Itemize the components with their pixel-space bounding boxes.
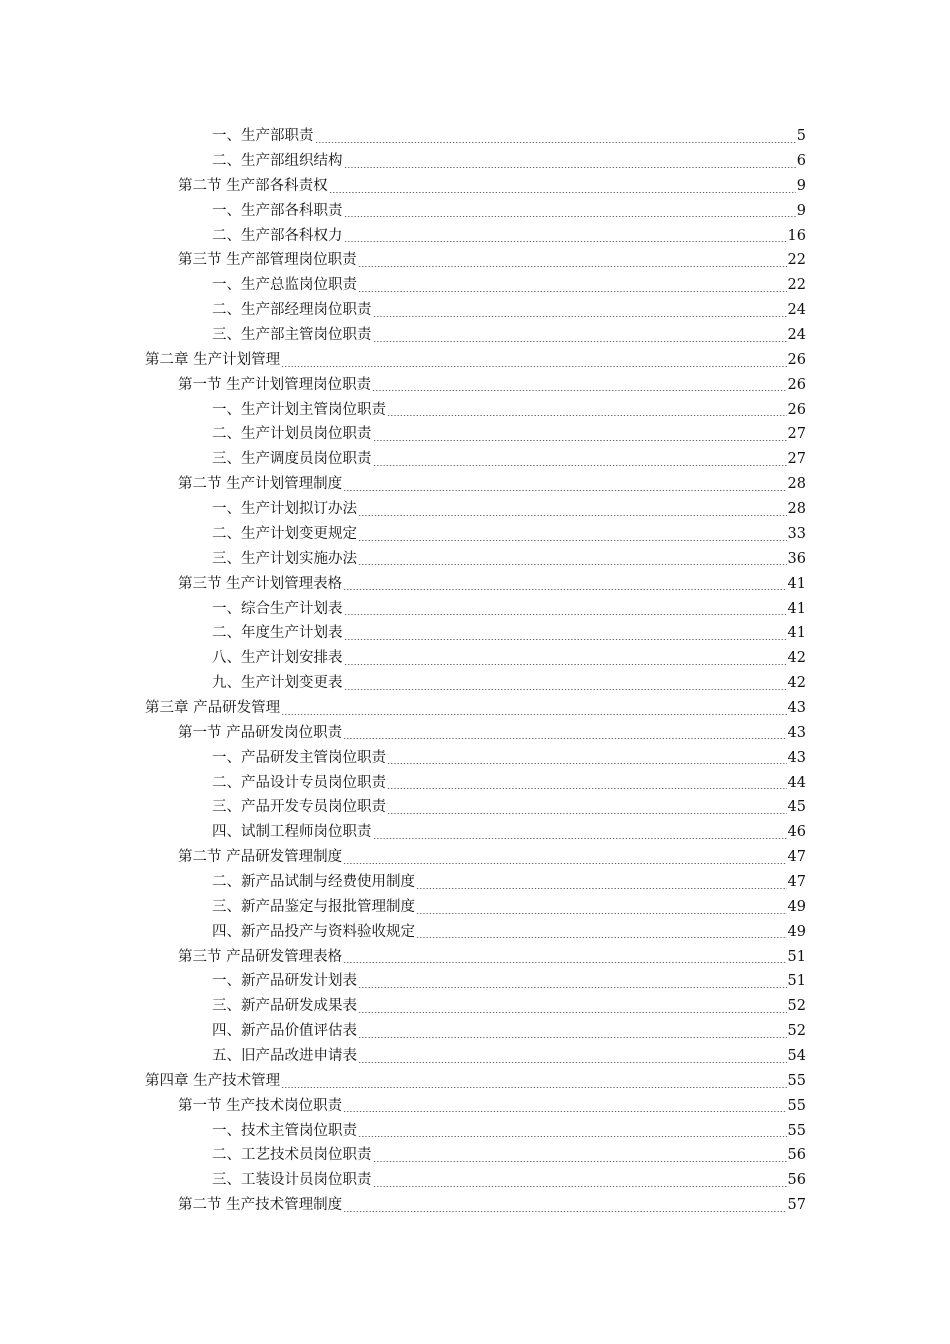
toc-entry-page-number: 22 [787,252,806,269]
toc-entry[interactable] [0,994,950,1019]
dot-leader [343,863,786,864]
dot-leader [343,490,786,491]
dot-leader [373,838,787,839]
dot-leader [416,888,787,889]
toc-entry[interactable] [0,348,950,373]
toc-entry[interactable] [0,497,950,522]
toc-entry-page-number: 41 [787,575,806,592]
toc-entry[interactable] [0,696,950,721]
dot-leader [358,515,787,516]
toc-entry-page-number: 6 [796,153,806,170]
toc-entry-title: 一、生产计划主管岗位职责 [212,401,386,418]
dot-leader [373,316,787,317]
toc-entry-title: 四、新产品投产与资料验收规定 [212,923,415,940]
toc-entry-page-number: 42 [787,675,806,692]
toc-entry[interactable] [0,845,950,870]
toc-entry[interactable] [0,1044,950,1069]
toc-entry[interactable] [0,596,950,621]
table-of-contents [0,124,950,1218]
toc-entry[interactable] [0,770,950,795]
toc-entry-title: 一、生产总监岗位职责 [212,277,357,294]
toc-entry-page-number: 24 [787,302,806,319]
toc-entry-page-number: 47 [787,873,806,890]
toc-entry-title: 二、生产计划员岗位职责 [212,426,372,443]
toc-entry-page-number: 52 [787,1023,806,1040]
toc-entry-title: 第二章 生产计划管理 [145,351,281,368]
dot-leader [358,564,787,565]
toc-entry[interactable] [0,1118,950,1143]
toc-entry[interactable] [0,1069,950,1094]
toc-entry-page-number: 45 [787,799,806,816]
dot-leader [358,1037,787,1038]
toc-entry-page-number: 26 [787,351,806,368]
toc-entry[interactable] [0,1019,950,1044]
dot-leader [344,241,787,242]
toc-entry-title: 二、工艺技术员岗位职责 [212,1147,372,1164]
dot-leader [373,440,787,441]
toc-entry-title: 二、生产计划变更规定 [212,525,357,542]
dot-leader [281,1087,786,1088]
toc-entry[interactable] [0,273,950,298]
dot-leader [358,266,787,267]
toc-entry-page-number: 36 [787,550,806,567]
dot-leader [387,788,787,789]
toc-entry-page-number: 42 [787,650,806,667]
toc-entry-title: 第二节 生产部各科责权 [178,177,328,194]
toc-entry-title: 一、综合生产计划表 [212,600,343,617]
dot-leader [344,689,787,690]
toc-entry[interactable] [0,422,950,447]
dot-leader [281,366,786,367]
toc-entry[interactable] [0,447,950,472]
toc-entry-title: 第二节 生产技术管理制度 [178,1197,343,1214]
toc-entry-title: 二、新产品试制与经费使用制度 [212,873,415,890]
toc-entry-title: 第一节 产品研发岗位职责 [178,724,343,741]
dot-leader [344,614,787,615]
toc-entry-title: 第三节 生产部管理岗位职责 [178,252,357,269]
dot-leader [387,415,787,416]
toc-entry-title: 三、工装设计员岗位职责 [212,1172,372,1189]
toc-entry-page-number: 51 [787,948,806,965]
dot-leader [358,291,787,292]
toc-entry-page-number: 43 [787,749,806,766]
dot-leader [373,465,787,466]
toc-entry-title: 三、新产品研发成果表 [212,998,357,1015]
dot-leader [358,1012,787,1013]
dot-leader [315,142,796,143]
toc-entry-page-number: 56 [787,1172,806,1189]
dot-leader [344,216,796,217]
toc-entry-page-number: 16 [787,227,806,244]
dot-leader [344,639,787,640]
toc-entry-page-number: 28 [787,501,806,518]
toc-entry-title: 五、旧产品改进申请表 [212,1047,357,1064]
dot-leader [373,1186,787,1187]
dot-leader [416,913,787,914]
toc-entry-title: 第二节 生产计划管理制度 [178,476,343,493]
toc-entry-page-number: 22 [787,277,806,294]
toc-entry[interactable] [0,124,950,149]
toc-entry-page-number: 55 [787,1122,806,1139]
dot-leader [343,589,786,590]
toc-entry-title: 第三节 产品研发管理表格 [178,948,343,965]
toc-entry[interactable] [0,671,950,696]
toc-entry[interactable] [0,1193,950,1218]
toc-entry-title: 一、技术主管岗位职责 [212,1122,357,1139]
toc-entry-title: 八、生产计划安排表 [212,650,343,667]
toc-entry[interactable] [0,1168,950,1193]
toc-entry-page-number: 26 [787,401,806,418]
toc-entry-page-number: 41 [787,600,806,617]
toc-entry[interactable] [0,895,950,920]
toc-entry-title: 一、生产部各科职责 [212,202,343,219]
toc-entry-page-number: 43 [787,699,806,716]
toc-entry-title: 三、产品开发专员岗位职责 [212,799,386,816]
toc-entry[interactable] [0,373,950,398]
toc-entry[interactable] [0,149,950,174]
dot-leader [373,1161,787,1162]
toc-entry[interactable] [0,571,950,596]
toc-entry[interactable] [0,522,950,547]
toc-entry-page-number: 26 [787,376,806,393]
dot-leader [373,341,787,342]
toc-entry-title: 一、生产部职责 [212,128,314,145]
toc-entry[interactable] [0,870,950,895]
dot-leader [358,1062,787,1063]
dot-leader [387,813,787,814]
toc-entry[interactable] [0,472,950,497]
toc-entry-page-number: 57 [787,1197,806,1214]
toc-entry-title: 一、新产品研发计划表 [212,973,357,990]
dot-leader [387,763,787,764]
toc-entry-title: 第二节 产品研发管理制度 [178,849,343,866]
dot-leader [281,714,786,715]
toc-entry-title: 三、生产计划实施办法 [212,550,357,567]
toc-entry[interactable] [0,721,950,746]
toc-entry-page-number: 27 [787,426,806,443]
toc-entry[interactable] [0,646,950,671]
toc-entry[interactable] [0,298,950,323]
toc-entry-page-number: 56 [787,1147,806,1164]
toc-entry-title: 二、生产部组织结构 [212,153,343,170]
toc-entry-page-number: 54 [787,1047,806,1064]
toc-entry[interactable] [0,174,950,199]
toc-entry-page-number: 43 [787,724,806,741]
dot-leader [343,962,786,963]
toc-entry[interactable] [0,1143,950,1168]
dot-leader [344,167,796,168]
toc-entry-title: 二、生产部各科权力 [212,227,343,244]
toc-entry-page-number: 49 [787,898,806,915]
toc-entry-page-number: 24 [787,327,806,344]
toc-entry[interactable] [0,223,950,248]
toc-entry-title: 三、新产品鉴定与报批管理制度 [212,898,415,915]
toc-entry[interactable] [0,920,950,945]
toc-entry-page-number: 28 [787,476,806,493]
toc-entry-page-number: 55 [787,1072,806,1089]
toc-entry-page-number: 55 [787,1097,806,1114]
toc-entry-page-number: 52 [787,998,806,1015]
toc-entry-page-number: 49 [787,923,806,940]
toc-entry[interactable] [0,397,950,422]
toc-entry[interactable] [0,199,950,224]
toc-entry[interactable] [0,621,950,646]
toc-entry-page-number: 9 [796,177,806,194]
toc-entry-title: 二、年度生产计划表 [212,625,343,642]
dot-leader [358,540,787,541]
toc-entry-page-number: 27 [787,451,806,468]
toc-entry-page-number: 9 [796,202,806,219]
dot-leader [358,1136,787,1137]
toc-entry-title: 二、产品设计专员岗位职责 [212,774,386,791]
toc-entry[interactable] [0,547,950,572]
toc-entry[interactable] [0,1094,950,1119]
toc-entry-title: 第一节 生产计划管理岗位职责 [178,376,372,393]
toc-entry-title: 二、生产部经理岗位职责 [212,302,372,319]
toc-entry-title: 第三节 生产计划管理表格 [178,575,343,592]
dot-leader [343,1211,786,1212]
toc-entry-title: 四、新产品价值评估表 [212,1023,357,1040]
dot-leader [416,937,787,938]
dot-leader [344,664,787,665]
toc-entry-page-number: 46 [787,824,806,841]
toc-entry-title: 三、生产调度员岗位职责 [212,451,372,468]
dot-leader [358,987,787,988]
toc-entry-page-number: 51 [787,973,806,990]
toc-entry[interactable] [0,323,950,348]
toc-entry-title: 第三章 产品研发管理 [145,699,281,716]
toc-entry-page-number: 44 [787,774,806,791]
toc-entry-title: 三、生产部主管岗位职责 [212,327,372,344]
toc-entry-title: 九、生产计划变更表 [212,675,343,692]
toc-entry[interactable] [0,745,950,770]
dot-leader [372,390,786,391]
toc-entry-title: 第一节 生产技术岗位职责 [178,1097,343,1114]
toc-entry-title: 一、产品研发主管岗位职责 [212,749,386,766]
toc-entry-page-number: 47 [787,849,806,866]
toc-entry[interactable] [0,248,950,273]
toc-entry-page-number: 33 [787,525,806,542]
toc-entry[interactable] [0,944,950,969]
toc-entry-page-number: 41 [787,625,806,642]
toc-entry-title: 四、试制工程师岗位职责 [212,824,372,841]
toc-entry[interactable] [0,795,950,820]
toc-entry[interactable] [0,969,950,994]
toc-entry-title: 一、生产计划拟订办法 [212,501,357,518]
toc-entry-title: 第四章 生产技术管理 [145,1072,281,1089]
dot-leader [343,738,786,739]
toc-entry-page-number: 5 [796,128,806,145]
dot-leader [329,192,796,193]
dot-leader [343,1111,786,1112]
toc-entry[interactable] [0,820,950,845]
